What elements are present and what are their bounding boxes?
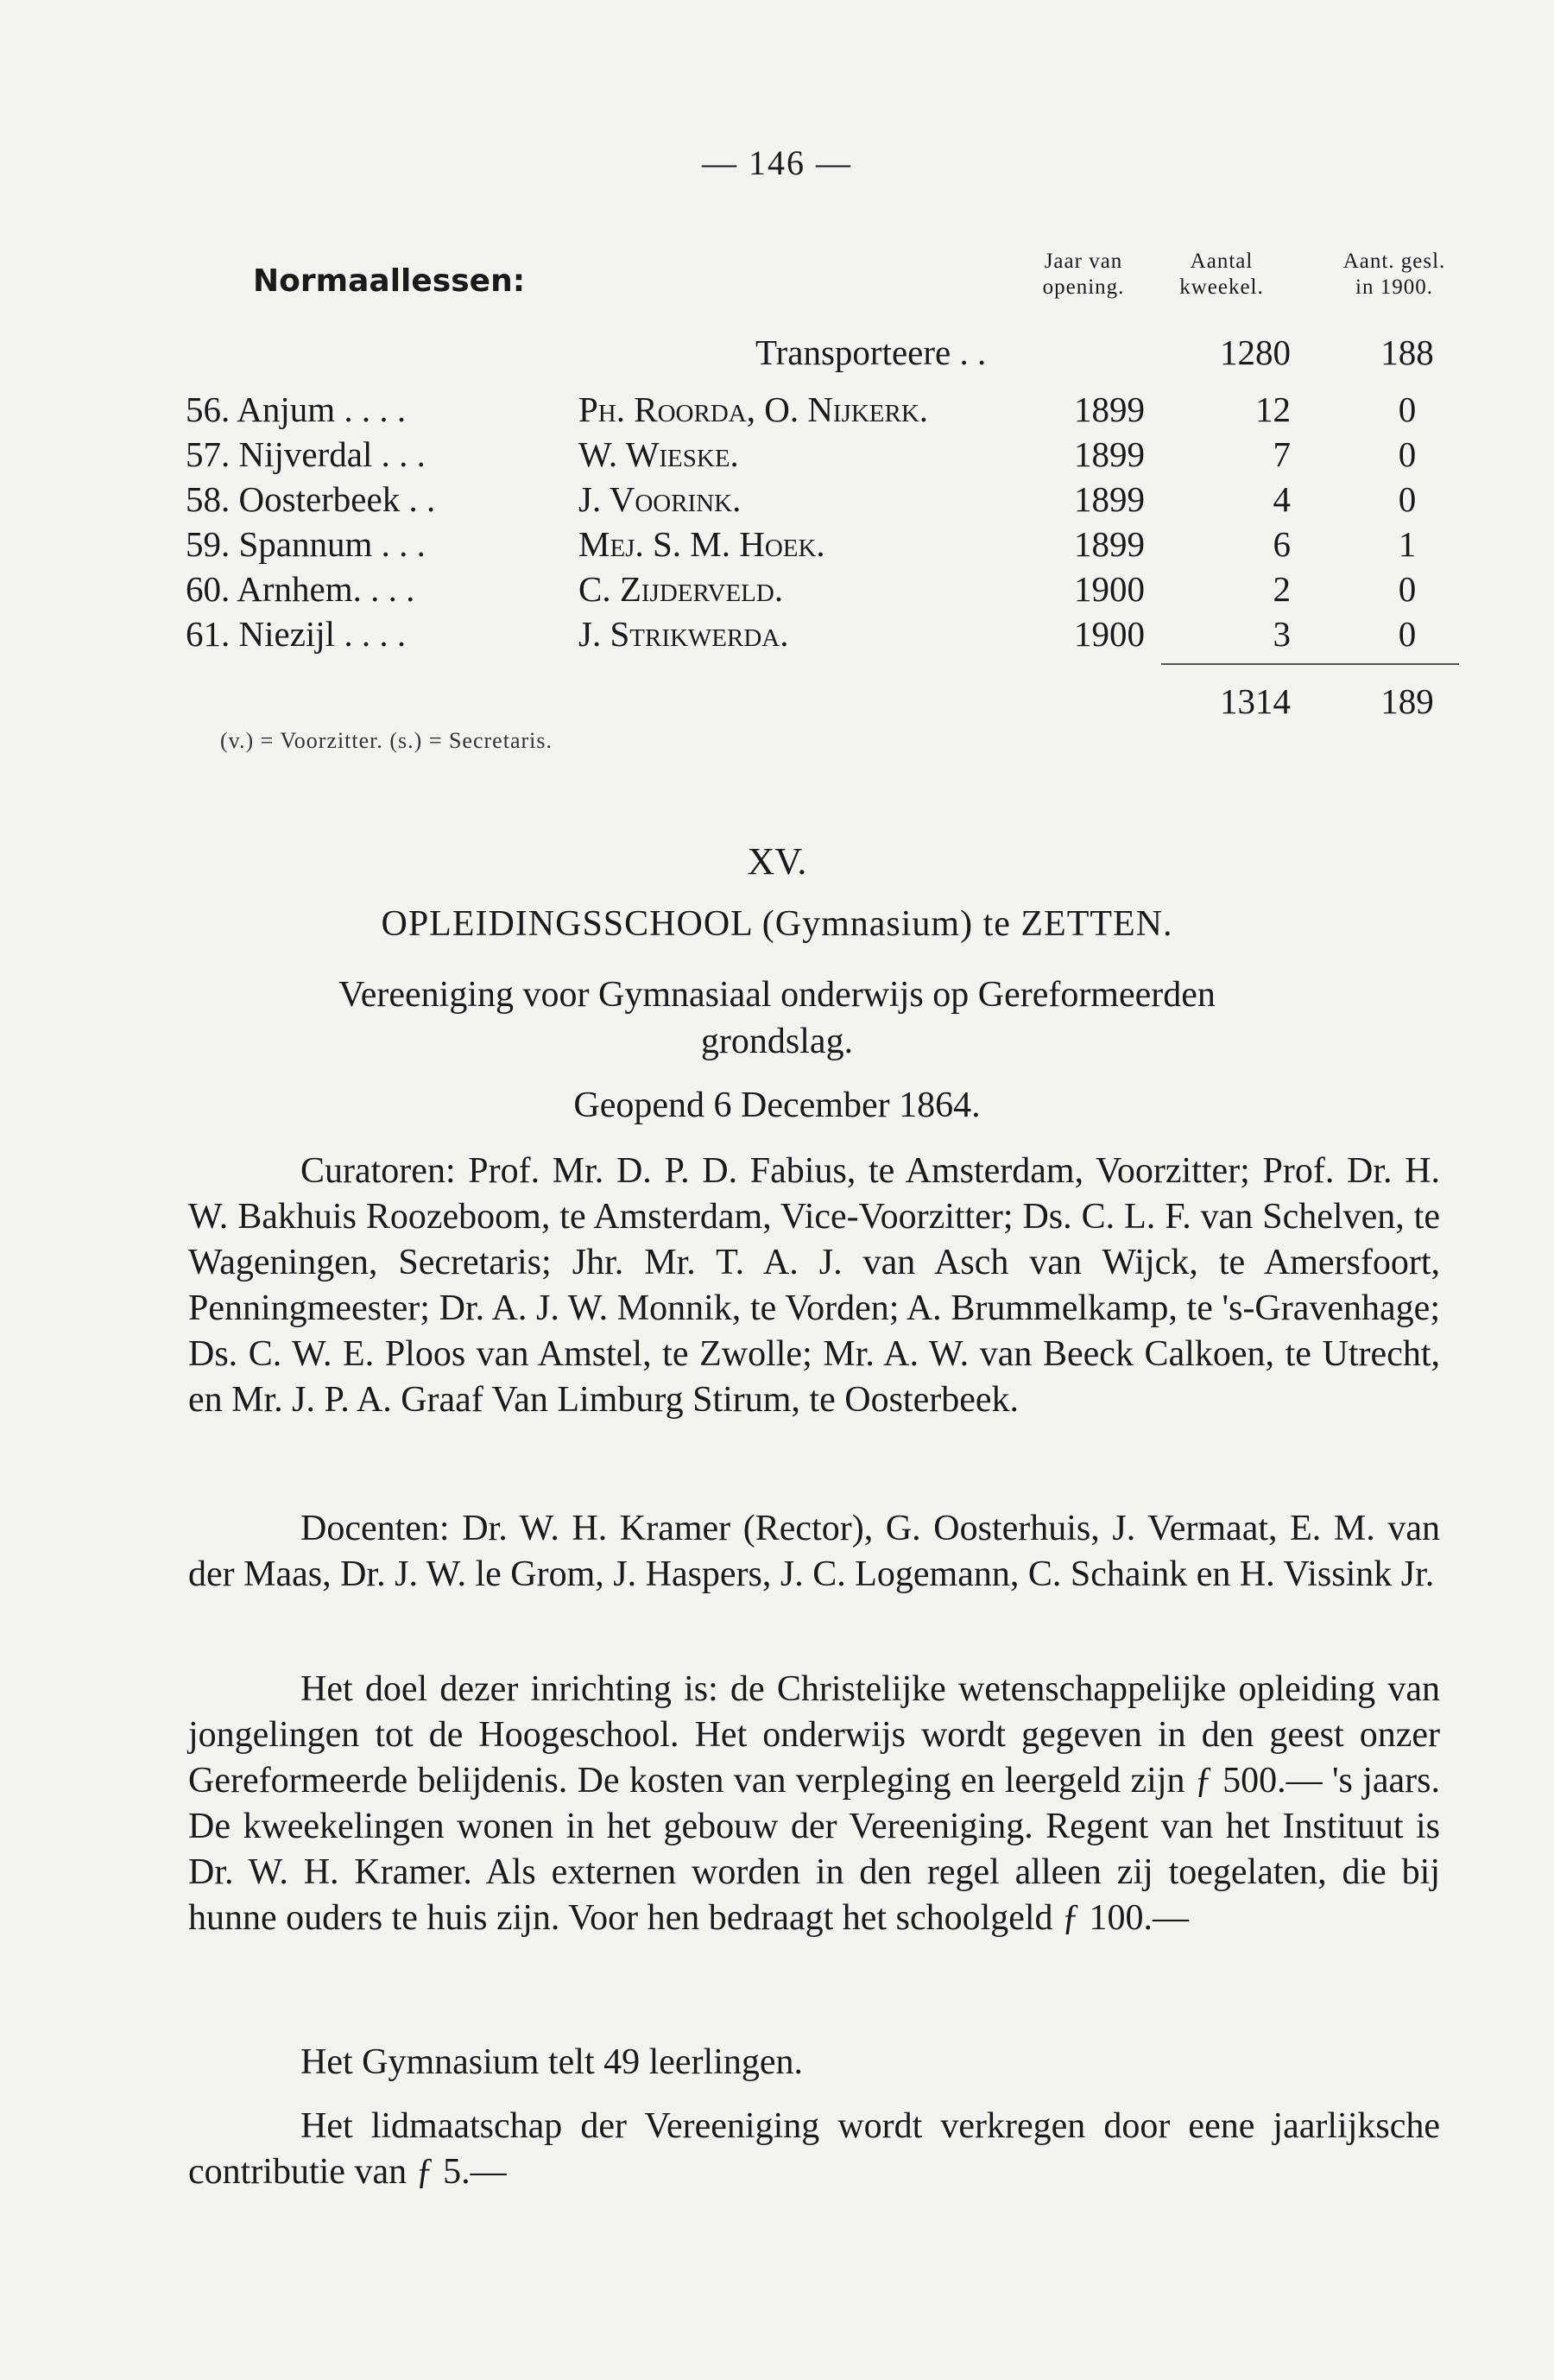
table-row: [0, 522, 1554, 567]
column-header-count-line1: Aantal: [1190, 250, 1254, 273]
row-graduated: 0: [1398, 479, 1417, 519]
column-header-count-line2: kweekel.: [1179, 275, 1264, 299]
purpose-paragraph: Het doel dezer inrichting is: de Christelijke wetenschappelijke opleiding van jongelingen tot de Hoogeschool. Het onderwijs wordt gegeven in den geest onzer Gereformeerde belijdenis. De kosten van verpleging en leergeld zijn ƒ 500.— 's jaars. De kweekelingen wonen in het gebouw der Vereeniging. Regent van het Instituut is Dr. W. H. Kramer. Als externen worden in den regel alleen zij toegelaten, die bij hunne ouders te huis zijn. Voor hen bedraagt het schoolgeld ƒ 100.—: [188, 1669, 1440, 1938]
row-place: 57. Nijverdal . . .: [186, 434, 426, 474]
row-place: 58. Oosterbeek . .: [186, 479, 436, 519]
association-line-2: grondslag.: [700, 1022, 854, 1061]
row-count: 12: [1255, 389, 1291, 429]
row-place: 59. Spannum . . .: [186, 524, 426, 564]
curatoren-paragraph: Curatoren: Prof. Mr. D. P. D. Fabius, te Amsterdam, Voorzitter; Prof. Dr. H. W. Bakhuis Roozeboom, te Amsterdam, Vice-Voorzitter; Ds. C. L. F. van Schelven, te Wageningen, Secretaris; Jhr. Mr. T. A. J. van Asch van Wijck, te Amersfoort, Penningmeester; Dr. A. J. W. Monnik, te Vorden; A. Brummelkamp, te 's-Gravenhage; Ds. C. W. E. Ploos van Amstel, te Zwolle; Mr. A. W. van Beeck Calkoen, te Utrecht, en Mr. J. P. A. Graaf Van Limburg Stirum, te Oosterbeek.: [188, 1151, 1440, 1420]
row-graduated: 0: [1398, 569, 1417, 609]
table-row: [0, 611, 1554, 656]
page-number: — 146 —: [702, 143, 852, 182]
transport-label: Transporteere . .: [755, 332, 987, 372]
table-row: [0, 477, 1554, 522]
row-count: 4: [1273, 479, 1291, 519]
row-count: 7: [1273, 434, 1291, 474]
row-place: 56. Anjum . . . .: [186, 389, 407, 429]
row-graduated: 0: [1398, 389, 1417, 429]
row-year: 1899: [1074, 434, 1145, 474]
row-graduated: 1: [1398, 524, 1417, 564]
membership-paragraph: Het lidmaatschap der Vereeniging wordt verkregen door eene jaarlijksche contributie van ƒ 5.—: [188, 2106, 1440, 2192]
table-row: [0, 387, 1554, 432]
section-label: Normaallessen:: [253, 263, 526, 299]
row-name: J. Voorink.: [578, 479, 742, 519]
row-name: C. Zijderveld.: [578, 569, 784, 609]
row-count: 2: [1273, 569, 1291, 609]
totals-row: [0, 679, 1554, 724]
transport-count: 1280: [1220, 332, 1291, 372]
total-rule: [1161, 663, 1459, 665]
total-graduated: 189: [1380, 681, 1434, 721]
docenten-paragraph: Docenten: Dr. W. H. Kramer (Rector), G. Oosterhuis, J. Vermaat, E. M. van der Maas, Dr. J. W. le Grom, J. Haspers, J. C. Logemann, C. Schaink en H. Vissink Jr.: [188, 1509, 1440, 1594]
row-name: Ph. Roorda, O. Nijkerk.: [578, 389, 929, 429]
row-year: 1899: [1074, 524, 1145, 564]
row-year: 1899: [1074, 479, 1145, 519]
abbreviation-legend: (v.) = Voorzitter. (s.) = Secretaris.: [220, 728, 553, 753]
row-year: 1900: [1074, 614, 1145, 654]
column-header-count: [1157, 249, 1286, 301]
column-header-year-line2: opening.: [1042, 275, 1125, 299]
row-graduated: 0: [1398, 614, 1417, 654]
opening-date: Geopend 6 December 1864.: [573, 1086, 981, 1125]
row-name: W. Wieske.: [578, 434, 739, 474]
row-name: J. Strikwerda.: [578, 614, 789, 654]
row-graduated: 0: [1398, 434, 1417, 474]
row-count: 6: [1273, 524, 1291, 564]
school-title: OPLEIDINGSSCHOOL (Gymnasium) te ZETTEN.: [381, 904, 1173, 944]
row-year: 1899: [1074, 389, 1145, 429]
transport-row: [0, 330, 1554, 375]
chapter-number: XV.: [747, 840, 807, 883]
association-line-1: Vereeniging voor Gymnasiaal onderwijs op Gereformeerden: [338, 975, 1216, 1015]
row-place: 61. Niezijl . . . .: [186, 614, 407, 654]
total-count: 1314: [1220, 681, 1291, 721]
transport-graduated: 188: [1380, 332, 1434, 372]
column-header-graduated: [1312, 249, 1476, 301]
row-count: 3: [1273, 614, 1291, 654]
column-header-graduated-line1: Aant. gesl.: [1342, 250, 1446, 273]
row-year: 1900: [1074, 569, 1145, 609]
table-row: [0, 432, 1554, 477]
row-name: Mej. S. M. Hoek.: [578, 524, 825, 564]
column-header-year: [1010, 249, 1157, 301]
table-row: [0, 567, 1554, 611]
column-header-year-line1: Jaar van: [1044, 250, 1123, 273]
column-header-graduated-line2: in 1900.: [1355, 275, 1433, 299]
row-place: 60. Arnhem. . . .: [186, 569, 415, 609]
student-count-paragraph: Het Gymnasium telt 49 leerlingen.: [300, 2042, 804, 2082]
